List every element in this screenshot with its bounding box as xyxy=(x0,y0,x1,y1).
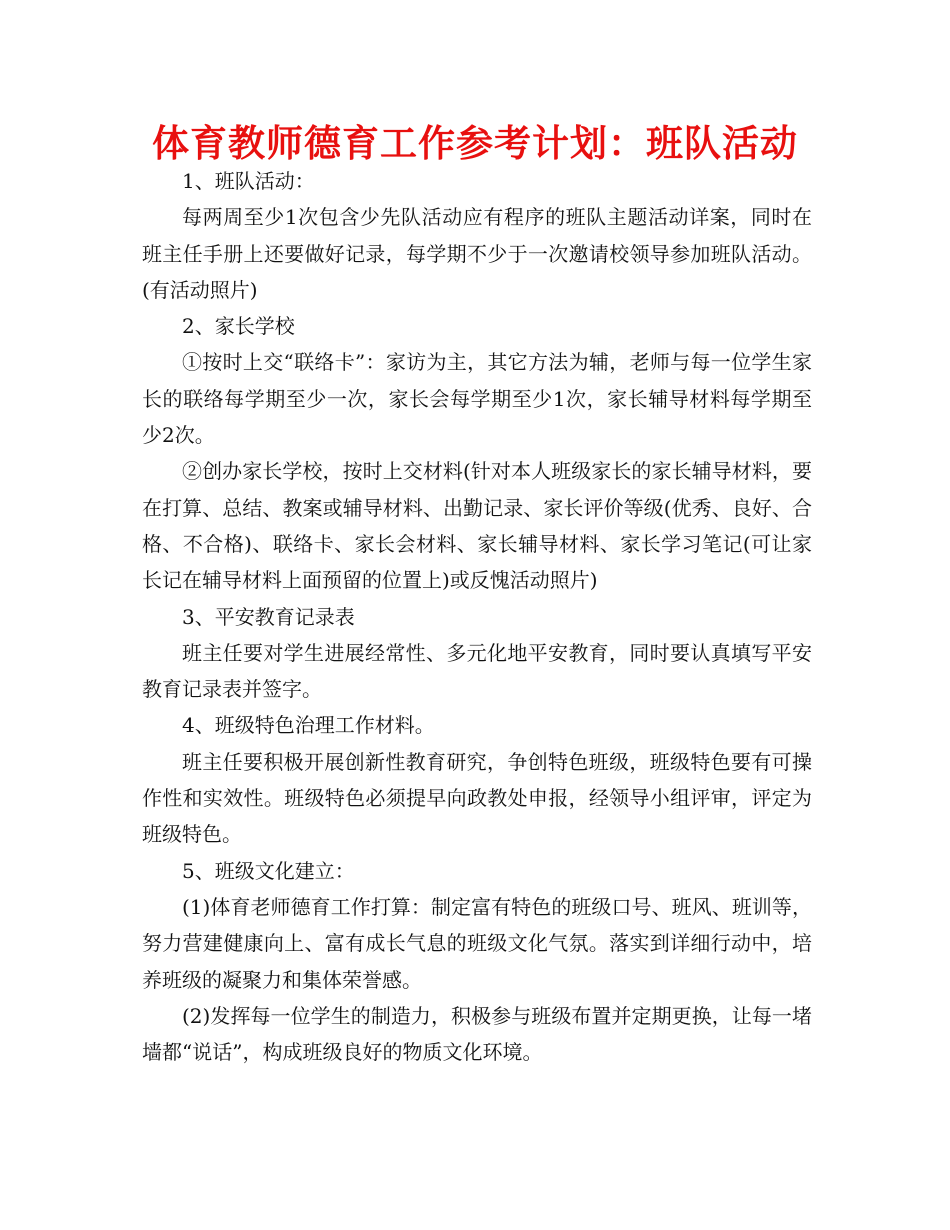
paragraph-class-culture-1: (1)体育老师德育工作打算：制定富有特色的班级口号、班风、班训等，努力营建健康向上、富有成长气息的班级文化气氛。落实到详细行动中，培养班级的凝聚力和集体荣誉感。 xyxy=(142,894,812,992)
document-title: 体育教师德育工作参考计划：班队活动 xyxy=(152,122,798,165)
paragraph-safety-record: 班主任要对学生进展经常性、多元化地平安教育，同时要认真填写平安教育记录表并签字。 xyxy=(142,640,812,702)
paragraph-parent-school: ②创办家长学校，按时上交材料(针对本人班级家长的家长辅导材料，要在打算、总结、教案或辅导材料、出勤记录、家长评价等级(优秀、良好、合格、不合格)、联络卡、家长会材料、家长辅导材料、家长学习笔记(可让家长记在辅导材料上面预留的位置上)或反愧活动照片) xyxy=(142,459,812,593)
section-heading-parent-school: 2、家长学校 xyxy=(182,314,295,339)
paragraph-contact-card: ①按时上交“联络卡”：家访为主，其它方法为辅，老师与每一位学生家长的联络每学期至少一次，家长会每学期至少1次，家长辅导材料每学期至少2次。 xyxy=(142,350,812,448)
paragraph-class-activity: 每两周至少1次包含少先队活动应有程序的班队主题活动详案，同时在班主任手册上还要做好记录，每学期不少于一次邀请校领导参加班队活动。(有活动照片) xyxy=(142,205,812,302)
document-body xyxy=(142,163,812,1070)
paragraph-class-culture-2: (2)发挥每一位学生的制造力，积极参与班级布置并定期更换，让每一堵墙都“说话”，构成班级良好的物质文化环境。 xyxy=(142,1003,812,1065)
section-heading-class-culture: 5、班级文化建立： xyxy=(182,858,355,883)
section-heading-safety-record: 3、平安教育记录表 xyxy=(182,604,355,629)
paragraph-class-feature: 班主任要积极开展创新性教育研究，争创特色班级，班级特色要有可操作性和实效性。班级特色必须提早向政教处申报，经领导小组评审，评定为班级特色。 xyxy=(142,749,812,847)
section-heading-class-feature: 4、班级特色治理工作材料。 xyxy=(182,713,435,738)
section-heading-class-activity: 1、班队活动： xyxy=(182,169,315,193)
